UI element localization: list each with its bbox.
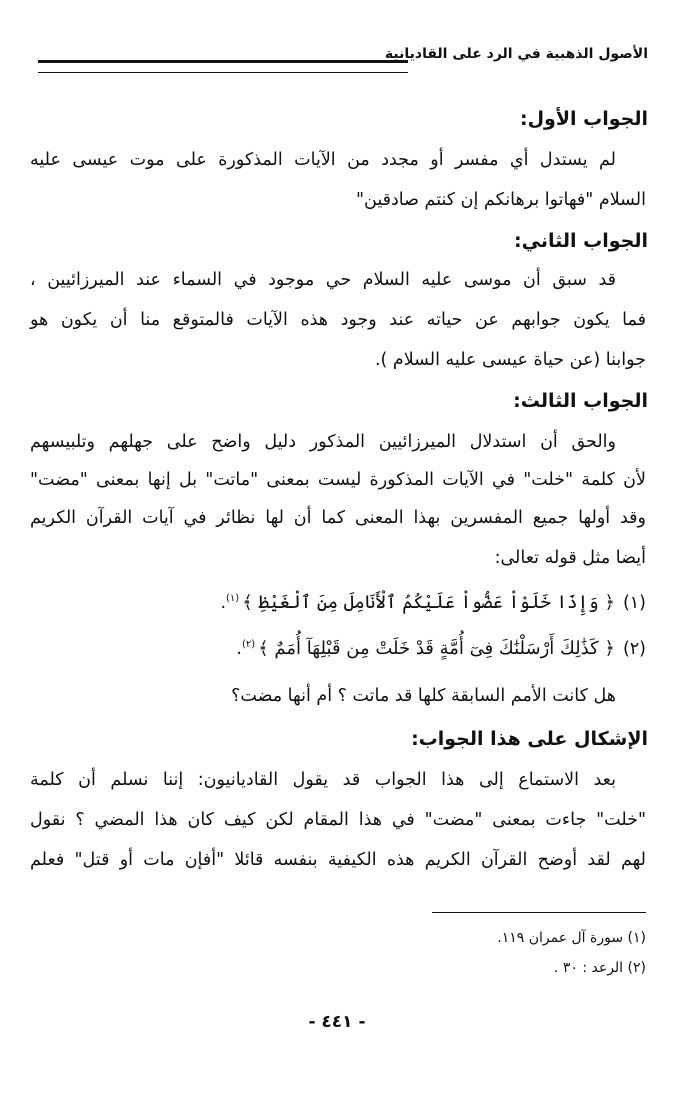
heading-second-answer: الجواب الثاني: (514, 230, 648, 252)
heading-first-answer: الجواب الأول: (519, 108, 648, 130)
paragraph-line: بعد الاستماع إلى هذا الجواب قد يقول القاديانيون: إننا نسلم أن كلمة (30, 770, 616, 790)
running-header: الأصول الذهبية في الرد على القاديانية (384, 46, 648, 62)
footnote-rule (432, 912, 646, 913)
footnote-1: (١) سورة آل عمران ١١٩. (497, 930, 646, 946)
paragraph-line: وقد أولها جميع المفسرين بهذا المعنى كما أن لها نظائر في آيات القرآن الكريم (30, 508, 646, 528)
quran-verse-1: (١)﴿ وَإِذَا خَلَوْاْ عَضُّواْ عَلَيْكُمُ ٱلْأَنَامِلَ مِنَ ٱلْغَيْظِ ﴾$^{(١)}$. (220, 592, 646, 613)
paragraph-line: أيضا مثل قوله تعالى: (494, 548, 646, 568)
paragraph-line: قد سبق أن موسى عليه السلام حي موجود في السماء عند الميرزائيين ، (30, 270, 616, 290)
paragraph-line: "خلت" جاءت بمعنى "مضت" في هذا المقام لكن كيف كان هذا المضي ؟ نقول (30, 810, 646, 830)
verse-text: ﴿ وَإِذَا خَلَوْاْ عَضُّواْ عَلَيْكُمُ ٱلْأَنَامِلَ مِنَ ٱلْغَيْظِ ﴾ (242, 592, 615, 613)
paragraph-line: لأن كلمة "خلت" في الآيات المذكورة ليست بمعنى "ماتت" بل إنها بمعنى "مضت" (30, 470, 646, 490)
paragraph-line: السلام "فهاتوا برهانكم إن كنتم صادقين" (355, 190, 646, 210)
heading-third-answer: الجواب الثالث: (513, 390, 648, 412)
footnote-ref: (٢) (241, 639, 256, 651)
paragraph-line: والحق أن استدلال الميرزائيين المذكور دليل واضح على جهلهم وتلبيسهم (30, 432, 616, 452)
footnote-2: (٢) الرعد : ٣٠ . (553, 960, 646, 976)
paragraph-line: فما يكون جوابهم عن حياته عند وجود هذه الآيات فالمتوقع منا أن يكون هو (30, 310, 646, 330)
question-line: هل كانت الأمم السابقة كلها قد ماتت ؟ أم أنها مضت؟ (231, 686, 616, 706)
quran-verse-2: (٢)﴿ كَذَٰلِكَ أَرْسَلْنَٰكَ فِىٓ أُمَّةٍ قَدْ خَلَتْ مِن قَبْلِهَآ أُمَمٌ ﴾$^{(٢)}$. (236, 638, 646, 659)
footnote-ref: (١) (226, 593, 240, 605)
page-number: - ٤٤١ - (308, 1012, 366, 1032)
header-rule (38, 60, 408, 73)
paragraph-line: جوابنا (عن حياة عيسى عليه السلام ). (374, 350, 646, 370)
verse-text: ﴿ كَذَٰلِكَ أَرْسَلْنَٰكَ فِىٓ أُمَّةٍ قَدْ خَلَتْ مِن قَبْلِهَآ أُمَمٌ ﴾ (258, 638, 615, 659)
verse-number: (١) (622, 593, 646, 613)
verse-number: (٢) (622, 639, 646, 659)
paragraph-line: لم يستدل أي مفسر أو مجدد من الآيات المذكورة على موت عيسى عليه (30, 150, 616, 170)
paragraph-line: لهم لقد أوضح القرآن الكريم هذه الكيفية بنفسه قائلا "أفإن مات أو قتل" فعلم (30, 850, 646, 870)
heading-objection: الإشكال على هذا الجواب: (411, 728, 648, 750)
